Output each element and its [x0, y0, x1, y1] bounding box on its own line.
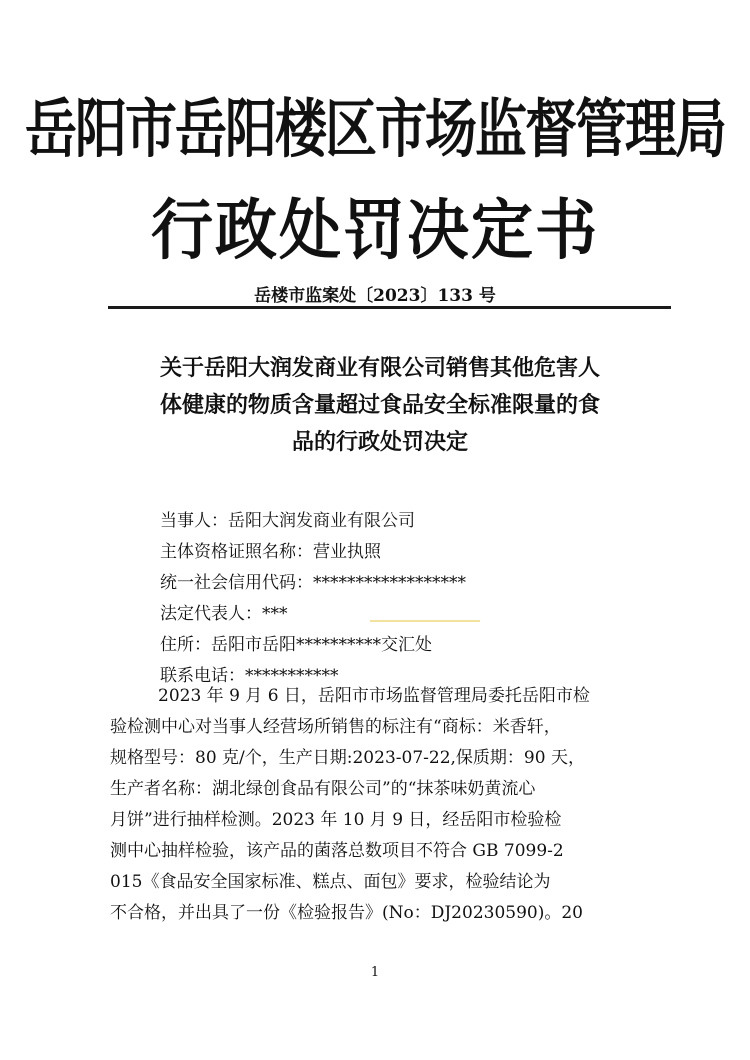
- body-line: 验检测中心对当事人经营场所销售的标注有“商标：米香轩，: [110, 717, 561, 737]
- address: 住所：岳阳市岳阳**********交汇处: [160, 635, 432, 655]
- party-info: [160, 506, 466, 692]
- document-type-title: 行政处罚决定书: [150, 191, 599, 269]
- body-line: 月饼”进行抽样检测。2023 年 10 月 9 日，经岳阳市检验检: [110, 810, 562, 830]
- body-line: 2023 年 9 月 6 日，岳阳市市场监督管理局委托岳阳市检: [158, 686, 590, 706]
- case-facts-paragraph: [110, 681, 670, 929]
- decision-heading-line: 体健康的物质含量超过食品安全标准限量的食: [159, 393, 600, 418]
- phone-number: 联系电话：***********: [160, 666, 339, 686]
- header-divider: [108, 306, 671, 309]
- page-number: 1: [370, 965, 380, 980]
- body-line: 不合格，并出具了一份《检验报告》(No：DJ20230590)。20: [110, 903, 583, 923]
- body-line: 规格型号：80 克/个，生产日期:2023-07-22,保质期：90 天，: [110, 748, 585, 768]
- decision-heading-line: 关于岳阳大润发商业有限公司销售其他危害人: [159, 356, 600, 381]
- party-name: 当事人：岳阳大润发商业有限公司: [160, 511, 415, 531]
- issuing-organization: 岳阳市岳阳楼区市场监督管理局: [24, 93, 725, 168]
- scan-highlight-mark: [370, 620, 480, 622]
- decision-heading-line: 品的行政处罚决定: [291, 430, 468, 455]
- body-line: 生产者名称：湖北绿创食品有限公司”的“抹茶味奶黄流心: [110, 779, 536, 799]
- decision-heading: [110, 350, 650, 461]
- body-line: 测中心抽样检验，该产品的菌落总数项目不符合 GB 7099-2: [110, 841, 564, 861]
- body-line: 015《食品安全国家标准、糕点、面包》要求，检验结论为: [110, 872, 551, 892]
- credit-code: 统一社会信用代码：******************: [160, 573, 466, 593]
- document-number: 岳楼市监案处〔2023〕133 号: [254, 286, 496, 306]
- legal-representative: 法定代表人：***: [160, 604, 288, 624]
- license-type: 主体资格证照名称：营业执照: [160, 542, 381, 562]
